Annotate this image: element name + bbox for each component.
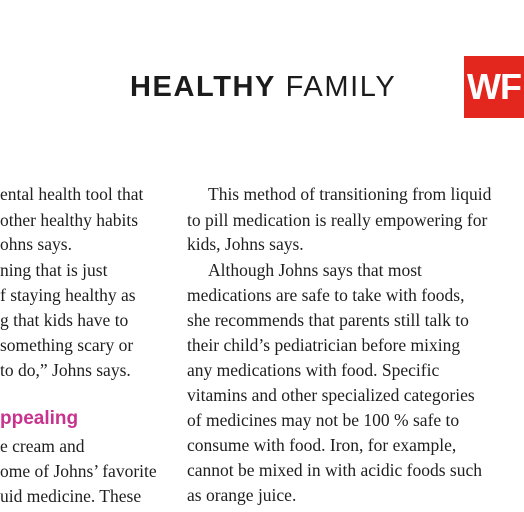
left-text-line: ome of Johns’ favorite xyxy=(0,461,157,481)
right-text-line: she recommends that parents still talk to xyxy=(187,310,469,330)
right-text-line: of medicines may not be 100 % safe to xyxy=(187,410,460,430)
left-text-line: other healthy habits xyxy=(0,210,139,230)
right-text-line: as orange juice. xyxy=(187,485,297,505)
right-text-line: kids, Johns says. xyxy=(187,234,304,254)
right-text-line: vitamins and other specialized categories xyxy=(187,385,475,405)
right-text-line: This method of transitioning from liquid xyxy=(208,184,492,204)
right-text-line: Although Johns says that most xyxy=(208,260,422,280)
left-text-line: g that kids have to xyxy=(0,310,129,330)
left-text-line: e cream and xyxy=(0,436,85,456)
magazine-logo: WF xyxy=(464,56,524,118)
left-text-line: f staying healthy as xyxy=(0,285,136,305)
left-text-line: uid medicine. These xyxy=(0,486,142,506)
section-title-bold: HEALTHY xyxy=(130,71,276,103)
right-text-line: their child’s pediatrician before mixing xyxy=(187,335,461,355)
right-text-line: to pill medication is really empowering for xyxy=(187,210,488,230)
left-subheading: ppealing xyxy=(0,408,79,429)
left-text-line: ental health tool that xyxy=(0,184,144,204)
left-text-line: ohns says. xyxy=(0,234,72,254)
right-text-line: consume with food. Iron, for example, xyxy=(187,435,457,455)
left-text-line: ning that is just xyxy=(0,260,108,280)
section-title-light: FAMILY xyxy=(285,71,397,103)
right-text-line: cannot be mixed in with acidic foods such xyxy=(187,460,482,480)
right-text-line: any medications with food. Specific xyxy=(187,360,440,380)
right-text-line: medications are safe to take with foods, xyxy=(187,285,465,305)
left-text-line: to do,” Johns says. xyxy=(0,360,131,380)
left-text-line: something scary or xyxy=(0,335,134,355)
section-header xyxy=(130,72,396,102)
